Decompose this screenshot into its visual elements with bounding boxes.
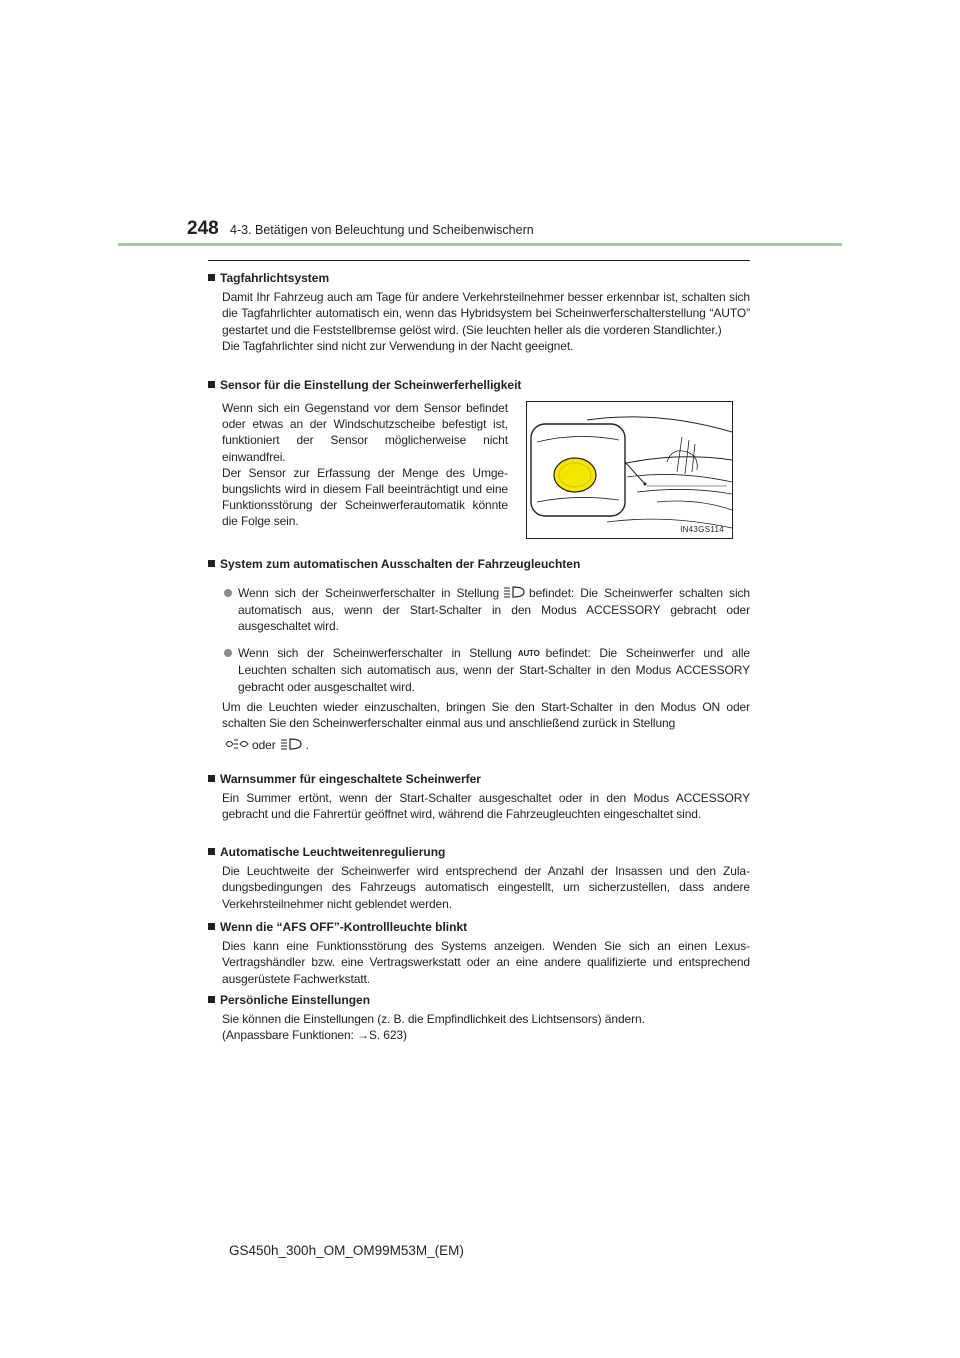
section-auto-off: [208, 556, 750, 754]
section-light-sensor: [208, 377, 750, 393]
paragraph: Damit Ihr Fahrzeug auch am Tage für andere Verkehrsteilnehmer besser erkennbar ist, schalten sich die Tagfahrlichter automatisch ein, wenn das Hybridsystem bei Scheinwerferschalterstellung “AUTO” gestartet und die Feststellbremse gelöst wird. (Sie leuchten heller als die vorderen Standlichter.): [222, 290, 750, 337]
section-heading: System zum automatischen Ausschalten der Fahrzeugleuchten: [208, 556, 750, 572]
bullet-dot-icon: [224, 589, 232, 597]
section-warning-buzzer: [208, 771, 750, 823]
sensor-description: [222, 400, 508, 530]
section-heading: Wenn die “AFS OFF”-Kontrollleuchte blinkt: [208, 919, 750, 935]
section-heading: Sensor für die Einstellung der Scheinwerferhelligkeit: [208, 377, 750, 393]
chapter-title: 4-3. Betätigen von Beleuchtung und Scheibenwischern: [230, 223, 534, 237]
section-auto-leveling: [208, 844, 750, 912]
footer-code: GS450h_300h_OM_OM99M53M_(EM): [229, 1243, 464, 1258]
content-rule: [208, 260, 750, 261]
square-bullet-icon: [208, 848, 215, 855]
bullet-dot-icon: [224, 649, 232, 657]
section-personal-settings: [208, 992, 750, 1044]
square-bullet-icon: [208, 274, 215, 281]
page-number: 248: [187, 218, 219, 239]
paragraph: Ein Summer ertönt, wenn der Start-Schalter ausgeschaltet oder in den Modus ACCESSORY gebracht und die Fahrertür geöffnet wird, während die Fahrzeugleuchten eingeschaltet sind.: [222, 791, 750, 822]
sensor-illustration: [526, 401, 733, 539]
position-line: oder .: [222, 737, 750, 754]
square-bullet-icon: [208, 381, 215, 388]
square-bullet-icon: [208, 775, 215, 782]
cross-reference: (Anpassbare Funktionen: →S. 623): [222, 1028, 407, 1043]
paragraph: Wenn sich ein Gegenstand vor dem Sensor befindet oder etwas an der Windschutzscheibe befestigt ist, funktioniert der Sensor möglicherweise nicht einwandfrei.: [222, 401, 508, 464]
square-bullet-icon: [208, 560, 215, 567]
section-afs-off: [208, 919, 750, 987]
paragraph: Dies kann eine Funktionsstörung des Systems anzeigen. Wenden Sie sich an einen Lexus-Vertragshändler bzw. eine Vertragswerkstatt oder an eine andere qualifizierte und entsprechend ausgerüstete Fachwerkstatt.: [222, 939, 750, 986]
header-rule: [118, 243, 842, 246]
parking-light-icon: [225, 738, 249, 754]
section-heading: Warnsummer für eingeschaltete Scheinwerfer: [208, 771, 750, 787]
figure-id: IN43GS114: [680, 525, 724, 534]
section-heading: Persönliche Einstellungen: [208, 992, 750, 1008]
auto-icon: AUTO: [517, 648, 540, 658]
headlight-icon: [279, 738, 303, 754]
paragraph: Sie können die Einstellungen (z. B. die Empfindlichkeit des Lichtsensors) ändern.: [222, 1012, 645, 1026]
section-heading: Tagfahrlichtsystem: [208, 270, 750, 286]
square-bullet-icon: [208, 996, 215, 1003]
paragraph: Um die Leuchten wieder einzuschalten, bringen Sie den Start-Schalter in den Modus ON oder schalten Sie den Scheinwerferschalter einmal aus und anschließend zurück in Stellung: [222, 700, 750, 731]
bullet-item: Wenn sich der Scheinwerferschalter in Stellung AUTO befindet: Die Scheinwerfer und alle Leuchten schalten sich automatisch aus, wenn der Start-Schalter in den Modus ACCESSORY gebracht oder ausgeschaltet wird.: [224, 645, 750, 695]
paragraph: Der Sensor zur Erfassung der Menge des Umgebungslichts wird in diesem Fall beeinträchtigt und eine Funktionsstörung der Scheinwerferautomatik könnte die Folge sein.: [222, 465, 508, 529]
section-heading: Automatische Leuchtweitenregulierung: [208, 844, 750, 860]
square-bullet-icon: [208, 923, 215, 930]
section-daytime-running-lights: [208, 270, 750, 355]
headlight-icon: [502, 586, 526, 602]
windshield-sensor-icon: [527, 402, 732, 538]
paragraph: Die Tagfahrlichter sind nicht zur Verwendung in der Nacht geeignet.: [222, 339, 574, 354]
paragraph: Die Leuchtweite der Scheinwerfer wird entsprechend der Anzahl der Insassen und den Zuladungsbedingungen des Fahrzeugs automatisch eingestellt, um sicherzustellen, dass andere Verkehrsteilnehmer nicht geblendet werden.: [222, 864, 750, 911]
bullet-item: Wenn sich der Scheinwerferschalter in Stellung befindet: Die Scheinwerfer schalten sich automatisch aus, wenn der Start-Schalter in den Modus ACCESSORY gebracht oder ausgeschaltet wird.: [224, 585, 750, 635]
